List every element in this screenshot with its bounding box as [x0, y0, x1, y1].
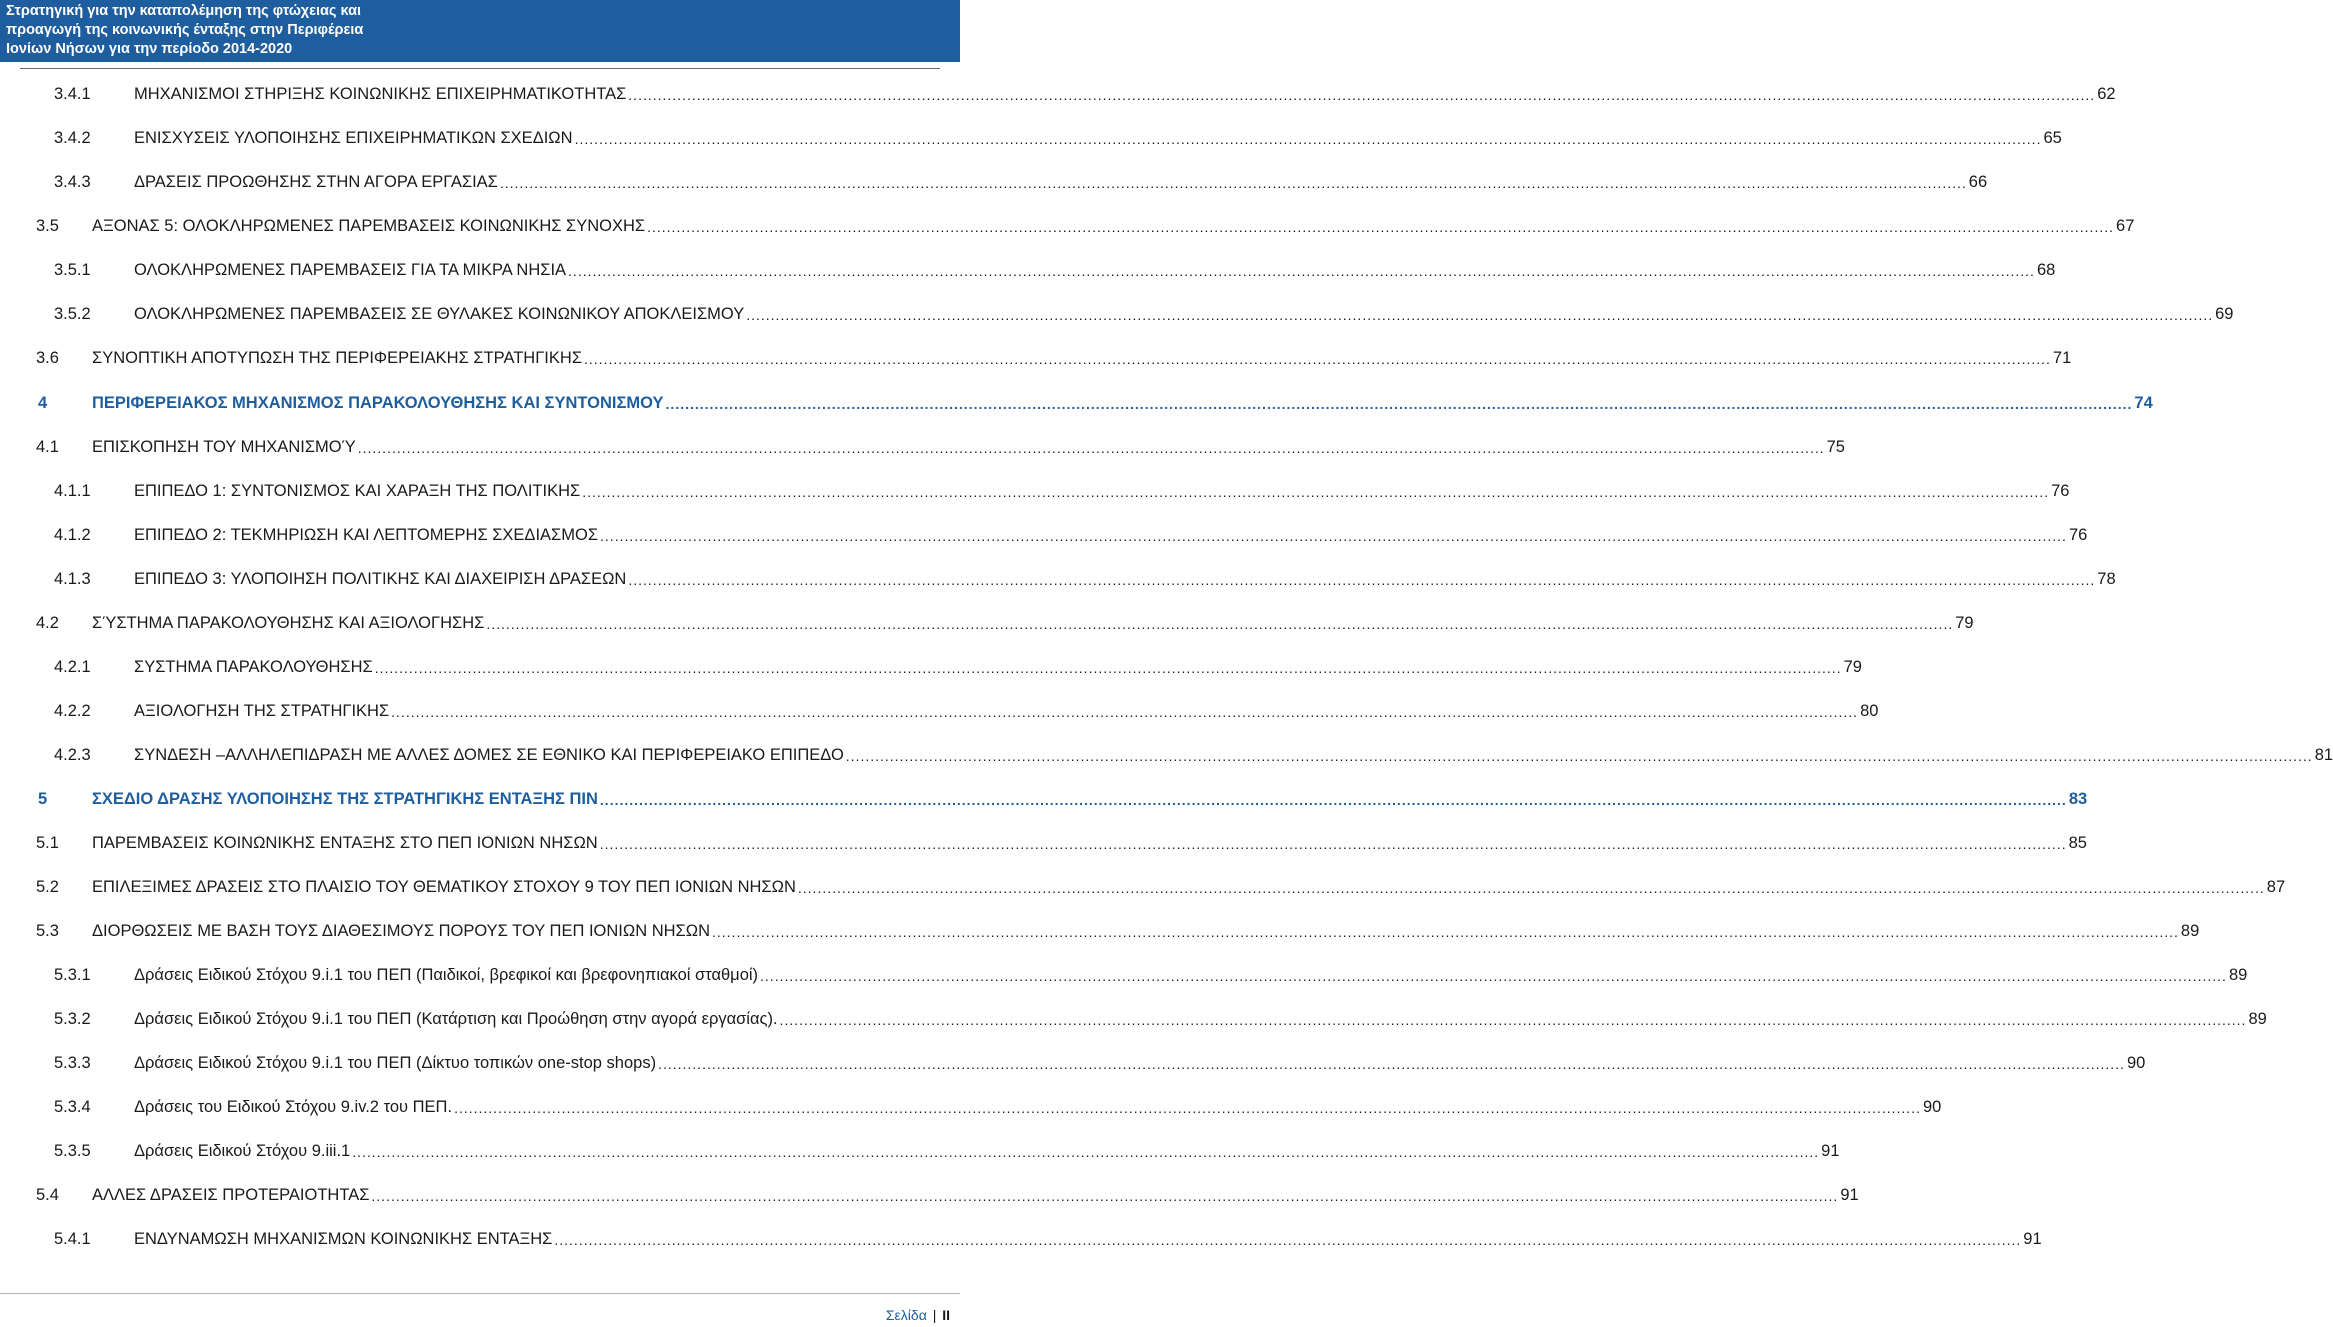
- toc-entry-page: 80: [1860, 702, 1879, 720]
- toc-entry-number: 3.5.1: [54, 261, 91, 279]
- toc-entry-page: 76: [2068, 526, 2088, 544]
- toc-entry[interactable]: [0, 1180, 1859, 1206]
- toc-dot-leader: ............................................................................................................................................................................................................................................................................................................: [568, 263, 2035, 279]
- toc-entry[interactable]: [0, 1004, 2267, 1030]
- toc-entry-page: 89: [2228, 966, 2248, 984]
- toc-entry-title: ΔΙΟΡΘΩΣΕΙΣ ΜΕ ΒΑΣΗ ΤΟΥΣ ΔΙΑΘΕΣΙΜΟΥΣ ΠΟΡΟΥΣ ΤΟΥ ΠΕΠ ΙΟΝΙΩΝ ΝΗΣΩΝ: [92, 922, 711, 940]
- toc-entry-page: 91: [1840, 1186, 1859, 1204]
- toc-entry[interactable]: [0, 432, 1845, 458]
- toc-entry[interactable]: [0, 696, 1879, 722]
- toc-dot-leader: ............................................................................................................................................................................................................................................................................................................: [352, 1144, 1820, 1160]
- toc-entry[interactable]: [0, 872, 2286, 898]
- toc-entry-title: ΟΛΟΚΛΗΡΩΜΕΝΕΣ ΠΑΡΕΜΒΑΣΕΙΣ ΣΕ ΘΥΛΑΚΕΣ ΚΟΙΝΩΝΙΚΟΥ ΑΠΟΚΛΕΙΣΜΟΥ: [134, 305, 745, 323]
- toc-entry-number: 5.3.3: [54, 1054, 91, 1072]
- toc-entry-number: 4.2.2: [54, 702, 91, 720]
- toc-entry-number: 5.4.1: [54, 1230, 91, 1248]
- toc-dot-leader: ............................................................................................................................................................................................................................................................................................................: [374, 660, 1842, 676]
- toc-entry-page: 87: [2266, 878, 2286, 896]
- toc-dot-leader: ............................................................................................................................................................................................................................................................................................................: [647, 219, 2115, 235]
- toc-dot-leader: ............................................................................................................................................................................................................................................................................................................: [712, 924, 2179, 940]
- toc-entry-page: 62: [2097, 85, 2116, 103]
- footer-rule: [0, 1293, 960, 1294]
- toc-entry-number: 4.2.1: [54, 658, 91, 676]
- toc-dot-leader: ............................................................................................................................................................................................................................................................................................................: [628, 572, 2096, 588]
- toc-dot-leader: ............................................................................................................................................................................................................................................................................................................: [600, 528, 2067, 544]
- toc-entry-title: ΣΥΣΤΗΜΑ ΠΑΡΑΚΟΛΟΥΘΗΣΗΣ: [134, 658, 373, 676]
- toc-entry-page: 81: [2314, 746, 2333, 764]
- toc-entry[interactable]: [0, 1136, 1840, 1162]
- document-title-line: Ιονίων Νήσων για την περίοδο 2014-2020: [6, 41, 293, 57]
- toc-entry-number: 5.3.5: [54, 1142, 91, 1160]
- toc-dot-leader: ............................................................................................................................................................................................................................................................................................................: [779, 1012, 2247, 1028]
- toc-entry-number: 4.1: [36, 438, 59, 456]
- toc-entry-title: ΔΡΑΣΕΙΣ ΠΡΟΩΘΗΣΗΣ ΣΤΗΝ ΑΓΟΡΑ ΕΡΓΑΣΙΑΣ: [134, 173, 498, 191]
- toc-entry-number: 4.2.3: [54, 746, 91, 764]
- toc-dot-leader: ............................................................................................................................................................................................................................................................................................................: [582, 484, 2050, 500]
- footer-page-number: II: [942, 1307, 950, 1323]
- toc-entry-number: 5: [38, 790, 48, 808]
- toc-entry-title: ΕΝΙΣΧΥΣΕΙΣ ΥΛΟΠΟΙΗΣΗΣ ΕΠΙΧΕΙΡΗΜΑΤΙΚΩΝ ΣΧΕΔΙΩΝ: [134, 129, 573, 147]
- toc-entry[interactable]: [0, 652, 1862, 678]
- toc-entry-title: ΜΗΧΑΝΙΣΜΟΙ ΣΤΗΡΙΞΗΣ ΚΟΙΝΩΝΙΚΗΣ ΕΠΙΧΕΙΡΗΜΑΤΙΚΟΤΗΤΑΣ: [134, 85, 627, 103]
- toc-entry-title: ΣΥΝΔΕΣΗ –ΑΛΛΗΛΕΠΙΔΡΑΣΗ ΜΕ ΑΛΛΕΣ ΔΟΜΕΣ ΣΕ ΕΘΝΙΚΟ ΚΑΙ ΠΕΡΙΦΕΡΕΙΑΚΟ ΕΠΙΠΕΔΟ: [134, 746, 844, 764]
- page-footer: [886, 1306, 950, 1324]
- toc-entry-page: 74: [2134, 394, 2153, 412]
- toc-entry-number: 3.5: [36, 217, 59, 235]
- toc-dot-leader: ............................................................................................................................................................................................................................................................................................................: [845, 748, 2313, 764]
- toc-entry-page: 85: [2068, 834, 2087, 852]
- toc-entry-title: Δράσεις Ειδικού Στόχου 9.i.1 του ΠΕΠ (Κατάρτιση και Προώθηση στην αγορά εργασίας).: [134, 1010, 778, 1028]
- toc-entry-number: 5.3.1: [54, 966, 91, 984]
- toc-entry-number: 3.4.2: [54, 129, 91, 147]
- toc-dot-leader: ............................................................................................................................................................................................................................................................................................................: [499, 175, 1967, 191]
- toc-entry[interactable]: [0, 167, 1988, 193]
- toc-entry-page: 75: [1826, 438, 1845, 456]
- toc-entry-title: ΕΠΙΠΕΔΟ 3: ΥΛΟΠΟΙΗΣΗ ΠΟΛΙΤΙΚΗΣ ΚΑΙ ΔΙΑΧΕΙΡΙΣΗ ΔΡΑΣΕΩΝ: [134, 570, 627, 588]
- toc-entry-number: 5.3.2: [54, 1010, 91, 1028]
- toc-entry-title: ΕΠΙΠΕΔΟ 1: ΣΥΝΤΟΝΙΣΜΟΣ ΚΑΙ ΧΑΡΑΞΗ ΤΗΣ ΠΟΛΙΤΙΚΗΣ: [134, 482, 581, 500]
- toc-entry-number: 4.2: [36, 614, 59, 632]
- toc-entry-title: ΣΎΣΤΗΜΑ ΠΑΡΑΚΟΛΟΥΘΗΣΗΣ ΚΑΙ ΑΞΙΟΛΟΓΗΣΗΣ: [92, 614, 485, 632]
- toc-entry-page: 91: [2023, 1230, 2042, 1248]
- toc-entry-title: ΠΕΡΙΦΕΡΕΙΑΚΟΣ ΜΗΧΑΝΙΣΜΟΣ ΠΑΡΑΚΟΛΟΥΘΗΣΗΣ ΚΑΙ ΣΥΝΤΟΝΙΣΜΟΥ: [92, 394, 664, 412]
- toc-entry-title: Δράσεις Ειδικού Στόχου 9.iii.1: [134, 1142, 351, 1160]
- toc-dot-leader: ............................................................................................................................................................................................................................................................................................................: [554, 1232, 2022, 1248]
- document-title-line: Στρατηγική για την καταπολέμηση της φτώχειας και: [6, 3, 362, 19]
- toc-entry[interactable]: [0, 255, 2056, 281]
- toc-entry-page: 83: [2068, 790, 2088, 808]
- toc-dot-leader: ............................................................................................................................................................................................................................................................................................................: [628, 87, 2096, 103]
- footer-separator: |: [932, 1307, 937, 1323]
- toc-dot-leader: ............................................................................................................................................................................................................................................................................................................: [357, 440, 1825, 456]
- toc-entry[interactable]: [0, 960, 2248, 986]
- toc-entry-page: 68: [2036, 261, 2056, 279]
- toc-entry-number: 5.3.4: [54, 1098, 91, 1116]
- toc-entry-number: 5.4: [36, 1186, 59, 1204]
- toc-entry-title: ΕΠΙΠΕΔΟ 2: ΤΕΚΜΗΡΙΩΣΗ ΚΑΙ ΛΕΠΤΟΜΕΡΗΣ ΣΧΕΔΙΑΣΜΟΣ: [134, 526, 599, 544]
- toc-entry-page: 79: [1955, 614, 1974, 632]
- toc-entry[interactable]: [0, 123, 2062, 149]
- toc-entry[interactable]: [0, 608, 1974, 634]
- toc-entry-number: 5.3: [36, 922, 59, 940]
- toc-entry-number: 3.4.1: [54, 85, 91, 103]
- toc-entry[interactable]: [0, 79, 2116, 105]
- toc-entry[interactable]: [0, 388, 2153, 414]
- document-title-line: προαγωγή της κοινωνικής ένταξης στην Περιφέρεια: [6, 22, 364, 38]
- toc-entry-title: ΟΛΟΚΛΗΡΩΜΕΝΕΣ ΠΑΡΕΜΒΑΣΕΙΣ ΓΙΑ ΤΑ ΜΙΚΡΑ ΝΗΣΙΑ: [134, 261, 567, 279]
- toc-entry-page: 90: [2126, 1054, 2146, 1072]
- toc-entry-number: 3.4.3: [54, 173, 91, 191]
- toc-dot-leader: ............................................................................................................................................................................................................................................................................................................: [746, 307, 2214, 323]
- toc-entry-page: 76: [2051, 482, 2070, 500]
- toc-dot-leader: ............................................................................................................................................................................................................................................................................................................: [760, 968, 2227, 984]
- toc-entry[interactable]: [0, 828, 2087, 854]
- toc-entry-page: 67: [2116, 217, 2135, 235]
- toc-dot-leader: ............................................................................................................................................................................................................................................................................................................: [454, 1100, 1921, 1116]
- toc-dot-leader: ............................................................................................................................................................................................................................................................................................................: [665, 396, 2133, 412]
- toc-entry[interactable]: [0, 476, 2070, 502]
- toc-entry-page: 89: [2180, 922, 2200, 940]
- toc-entry-page: 66: [1968, 173, 1988, 191]
- toc-dot-leader: ............................................................................................................................................................................................................................................................................................................: [584, 351, 2051, 367]
- toc-entry-page: 78: [2097, 570, 2116, 588]
- toc-entry[interactable]: [0, 299, 2234, 325]
- toc-entry-title: ΣΧΕΔΙΟ ΔΡΑΣΗΣ ΥΛΟΠΟΙΗΣΗΣ ΤΗΣ ΣΤΡΑΤΗΓΙΚΗΣ ΕΝΤΑΞΗΣ ΠΙΝ: [92, 790, 598, 808]
- toc-entry-title: ΠΑΡΕΜΒΑΣΕΙΣ ΚΟΙΝΩΝΙΚΗΣ ΕΝΤΑΞΗΣ ΣΤΟ ΠΕΠ ΙΟΝΙΩΝ ΝΗΣΩΝ: [92, 834, 598, 852]
- toc-entry-page: 65: [2043, 129, 2062, 147]
- toc-entry-page: 90: [1922, 1098, 1942, 1116]
- toc-dot-leader: ............................................................................................................................................................................................................................................................................................................: [658, 1056, 2125, 1072]
- toc-entry-page: 71: [2052, 349, 2072, 367]
- toc-entry-title: ΕΠΙΛΕΞΙΜΕΣ ΔΡΑΣΕΙΣ ΣΤΟ ΠΛΑΙΣΙΟ ΤΟΥ ΘΕΜΑΤΙΚΟΥ ΣΤΟΧΟΥ 9 ΤΟΥ ΠΕΠ ΙΟΝΙΩΝ ΝΗΣΩΝ: [92, 878, 796, 896]
- toc-entry-number: 4.1.3: [54, 570, 91, 588]
- toc-entry-page: 79: [1843, 658, 1862, 676]
- toc-entry[interactable]: [0, 564, 2116, 590]
- toc-dot-leader: ............................................................................................................................................................................................................................................................................................................: [486, 616, 1954, 632]
- toc-entry-number: 4.1.2: [54, 526, 91, 544]
- toc-entry-title: ΕΝΔΥΝΑΜΩΣΗ ΜΗΧΑΝΙΣΜΩΝ ΚΟΙΝΩΝΙΚΗΣ ΕΝΤΑΞΗΣ: [134, 1230, 553, 1248]
- toc-entry[interactable]: [0, 1224, 2042, 1250]
- toc-entry-page: 91: [1821, 1142, 1840, 1160]
- toc-entry-title: ΑΞΟΝΑΣ 5: ΟΛΟΚΛΗΡΩΜΕΝΕΣ ΠΑΡΕΜΒΑΣΕΙΣ ΚΟΙΝΩΝΙΚΗΣ ΣΥΝΟΧΗΣ: [92, 217, 646, 235]
- toc-dot-leader: ............................................................................................................................................................................................................................................................................................................: [599, 792, 2067, 808]
- toc-entry-number: 3.6: [36, 349, 59, 367]
- toc-entry-page: 69: [2215, 305, 2234, 323]
- toc-dot-leader: ............................................................................................................................................................................................................................................................................................................: [797, 880, 2265, 896]
- toc-entry[interactable]: [0, 520, 2088, 546]
- toc-entry[interactable]: [0, 784, 2088, 810]
- toc-entry[interactable]: [0, 916, 2200, 942]
- toc-entry-number: 5.2: [36, 878, 59, 896]
- toc-entry-title: ΑΞΙΟΛΟΓΗΣΗ ΤΗΣ ΣΤΡΑΤΗΓΙΚΗΣ: [134, 702, 390, 720]
- toc-dot-leader: ............................................................................................................................................................................................................................................................................................................: [391, 704, 1859, 720]
- toc-entry-title: Δράσεις του Ειδικού Στόχου 9.iv.2 του ΠΕΠ.: [134, 1098, 453, 1116]
- toc-entry[interactable]: [0, 211, 2135, 237]
- footer-label: Σελίδα: [885, 1307, 927, 1323]
- toc-entry-title: Δράσεις Ειδικού Στόχου 9.i.1 του ΠΕΠ (Δίκτυο τοπικών one-stop shops): [134, 1054, 657, 1072]
- toc-entry-number: 3.5.2: [54, 305, 91, 323]
- toc-dot-leader: ............................................................................................................................................................................................................................................................................................................: [371, 1188, 1839, 1204]
- toc-entry-title: ΣΥΝΟΠΤΙΚΗ ΑΠΟΤΥΠΩΣΗ ΤΗΣ ΠΕΡΙΦΕΡΕΙΑΚΗΣ ΣΤΡΑΤΗΓΙΚΗΣ: [92, 349, 583, 367]
- toc-dot-leader: ............................................................................................................................................................................................................................................................................................................: [599, 836, 2067, 852]
- toc-entry[interactable]: [0, 343, 2072, 369]
- toc-entry-number: 4: [38, 394, 48, 412]
- toc-entry[interactable]: [0, 740, 2333, 766]
- toc-entry[interactable]: [0, 1048, 2146, 1074]
- toc-entry-number: 4.1.1: [54, 482, 91, 500]
- toc-entry-title: ΑΛΛΕΣ ΔΡΑΣΕΙΣ ΠΡΟΤΕΡΑΙΟΤΗΤΑΣ: [92, 1186, 370, 1204]
- toc-entry-number: 5.1: [36, 834, 59, 852]
- toc-entry[interactable]: [0, 1092, 1942, 1118]
- toc-dot-leader: ............................................................................................................................................................................................................................................................................................................: [574, 131, 2042, 147]
- toc-entry-title: Δράσεις Ειδικού Στόχου 9.i.1 του ΠΕΠ (Παιδικοί, βρεφικοί και βρεφονηπιακοί σταθμοί): [134, 966, 759, 984]
- toc-entry-page: 89: [2248, 1010, 2267, 1028]
- toc-entry-title: ΕΠΙΣΚΟΠΗΣΗ ΤΟΥ ΜΗΧΑΝΙΣΜΟΎ: [92, 438, 356, 456]
